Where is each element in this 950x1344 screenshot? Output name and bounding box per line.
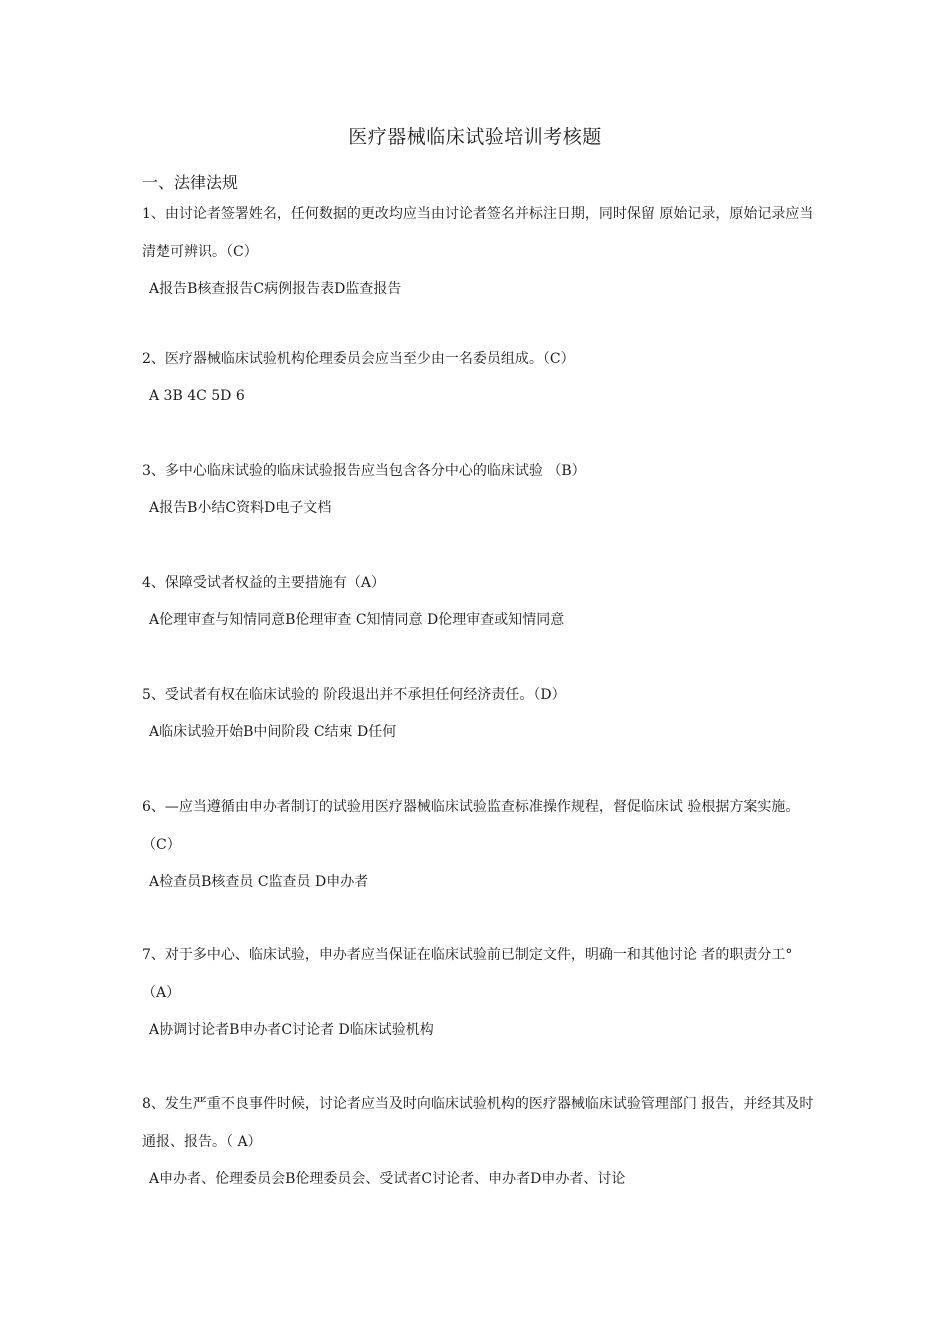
question-7: [142, 936, 822, 1040]
question-options: A报告B小结C资料D电子文档: [149, 500, 332, 516]
question-4: [142, 564, 822, 630]
question-text: 8、发生严重不良事件时候，讨论者应当及时向临床试验机构的医疗器械临床试验管理部门 报告，并经其及时通报、报告。（ A）: [142, 1096, 814, 1150]
question-text: 1、由讨论者签署姓名，任何数据的更改均应当由讨论者签名并标注日期，同时保留 原始记录，原始记录应当清楚可辨识。（C）: [142, 206, 814, 260]
question-options: A协调讨论者B申办者C讨论者 D临床试验机构: [149, 1022, 434, 1038]
question-2: [142, 340, 822, 406]
question-5: [142, 676, 822, 742]
question-1: [142, 195, 822, 299]
question-text: 2、医疗器械临床试验机构伦理委员会应当至少由一名委员组成。（C）: [142, 351, 575, 367]
question-options: A报告B核查报告C病例报告表D监查报告: [149, 281, 402, 297]
document-title: 医疗器械临床试验培训考核题: [348, 126, 602, 148]
question-text: 7、对于多中心、临床试验，申办者应当保证在临床试验前已制定文件，明确一和其他讨论 者的职责分工° （A）: [142, 947, 793, 1001]
question-text: 5、受试者有权在临床试验的 阶段退出并不承担任何经济责任。（D）: [142, 687, 566, 703]
question-options: A申办者、伦理委员会B伦理委员会、受试者C讨论者、申办者D申办者、讨论: [149, 1171, 626, 1187]
question-text: 3、多中心临床试验的临床试验报告应当包含各分中心的临床试验 （B）: [142, 463, 586, 479]
question-options: A检查员B核查员 C监查员 D申办者: [149, 874, 369, 890]
question-options: A 3B 4C 5D 6: [149, 388, 245, 404]
question-text: 6、—应当遵循由申办者制订的试验用医疗器械临床试验监查标准操作规程，督促临床试 验根据方案实施。（C）: [142, 799, 800, 853]
question-6: [142, 788, 822, 892]
section-heading: 一、法律法规: [142, 173, 239, 192]
question-options: A伦理审查与知情同意B伦理审查 C知情同意 D伦理审查或知情同意: [149, 612, 565, 628]
question-8: [142, 1085, 822, 1189]
question-text: 4、保障受试者权益的主要措施有（A）: [142, 575, 386, 591]
question-3: [142, 452, 822, 518]
question-options: A临床试验开始B中间阶段 C结束 D任何: [149, 724, 397, 740]
